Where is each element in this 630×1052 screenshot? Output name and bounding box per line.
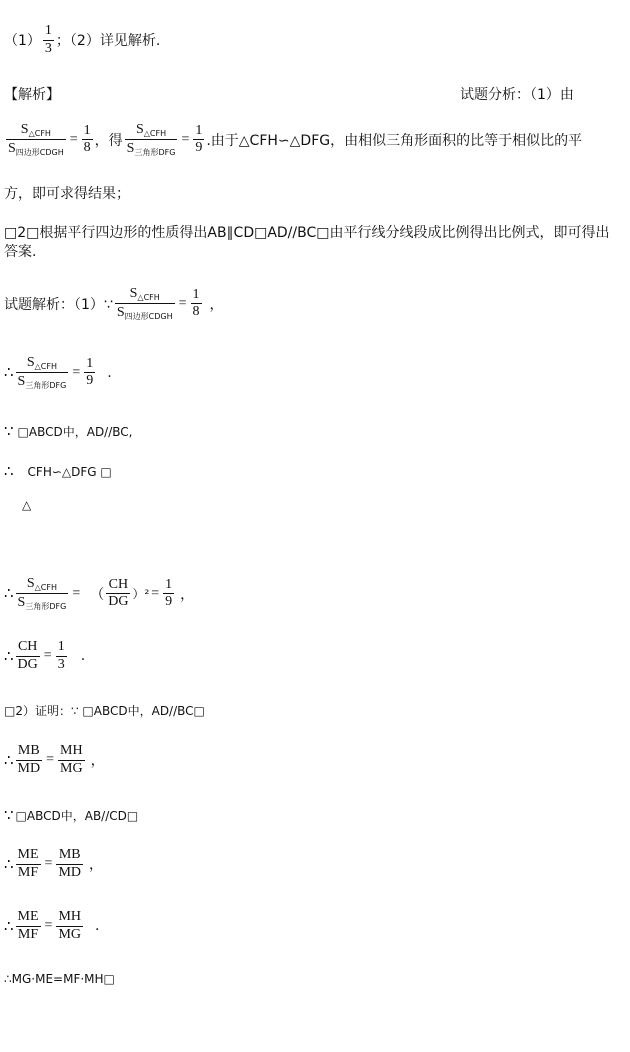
solution-line-1: 试题解析：（1）∵ $\frac{S_{\triangle CFH}}{S_{四边形CDGH}}$ = $\frac{1}{8}$ ， [4,286,224,322]
solution-line-3: ∵ □ABCD中，AD//BC, [4,424,133,440]
analysis-line-c2: 答案. [4,244,37,260]
proof-conclusion: ∴MG·ME=MF·MH□ [4,972,115,986]
solution-line-2: ∴ $\frac{S_{\triangle CFH}}{S_{三角形DFG}}$ = $\frac{1}{9}$ . [4,355,112,391]
solution-line-6: ∴ $\frac{CH}{DG}$ = $\frac{1}{3}$ . [4,639,86,672]
answer-part1: （1） [4,33,41,50]
solution-line-5: ∴ $\frac{S_{\triangle CFH}}{S_{三角形DFG}}$ = （ $\frac{CH}{DG}$ ）² = $\frac{1}{9}$ ， [4,576,195,612]
frac-one-eighth: $\frac{1}{8}$ [83,122,91,156]
proof-line-3: ∴ $\frac{ME}{MF}$ = $\frac{MB}{MD}$ ， [4,847,104,880]
analysis-line-a: $\frac{S_{\triangle CFH}}{S_{四边形CDGH}}$ = $\frac{1}{8}$ ，得 $\frac{S_{\triangle CFH}}{S_{三角形DFG}}$ = $\frac{1}{9}$ .由于△CFH∽△DFG，由相似三角形面积的比等于相似比的平 [8,122,583,158]
ratio-cfh-tri: $\frac{S_{\triangle CFH}}{S_{三角形DFG}}$ [126,122,176,158]
analysis-label: 【解析】 [4,87,60,103]
triangle-glyph: △ [22,498,32,512]
proof-line-1: ∴ $\frac{MB}{MD}$ = $\frac{MH}{MG}$ ， [4,743,105,776]
answer-fraction [43,24,54,56]
answer-frac-den: 3 [44,40,52,56]
proof-line-4: ∴ $\frac{ME}{MF}$ = $\frac{MH}{MG}$ . [4,909,100,942]
answer-frac-num: 1 [44,23,52,38]
solution-label: 试题解析：（1）∵ [4,296,113,313]
ratio-cfh-quad: $\frac{S_{\triangle CFH}}{S_{四边形CDGH}}$ [8,122,64,158]
answer-line [4,24,160,56]
analysis-intro: 试题分析：（1）由 [460,87,574,103]
analysis-line-a-tail: .由于△CFH∽△DFG，由相似三角形面积的比等于相似比的平 [206,132,583,149]
proof-2-intro: □2）证明：∵ □ABCD中，AD//BC□ [4,704,205,718]
proof-line-2: ∵ □ABCD中，AB//CD□ [4,808,139,824]
solution-line-4: ∴ CFH∽△DFG □ [4,464,112,480]
frac-one-ninth: $\frac{1}{9}$ [195,122,203,156]
answer-part2: ；（2）详见解析. [55,33,161,50]
sol-ratio-cfh-quad: $\frac{S_{\triangle CFH}}{S_{四边形CDGH}}$ [116,286,173,322]
analysis-line-b: 方，即可求得结果； [4,186,130,202]
analysis-line-c1: □2□根据平行四边形的性质得出AB∥CD□AD//BC□由平行线分线段成比例得出比例式，即可得出 [4,225,610,241]
